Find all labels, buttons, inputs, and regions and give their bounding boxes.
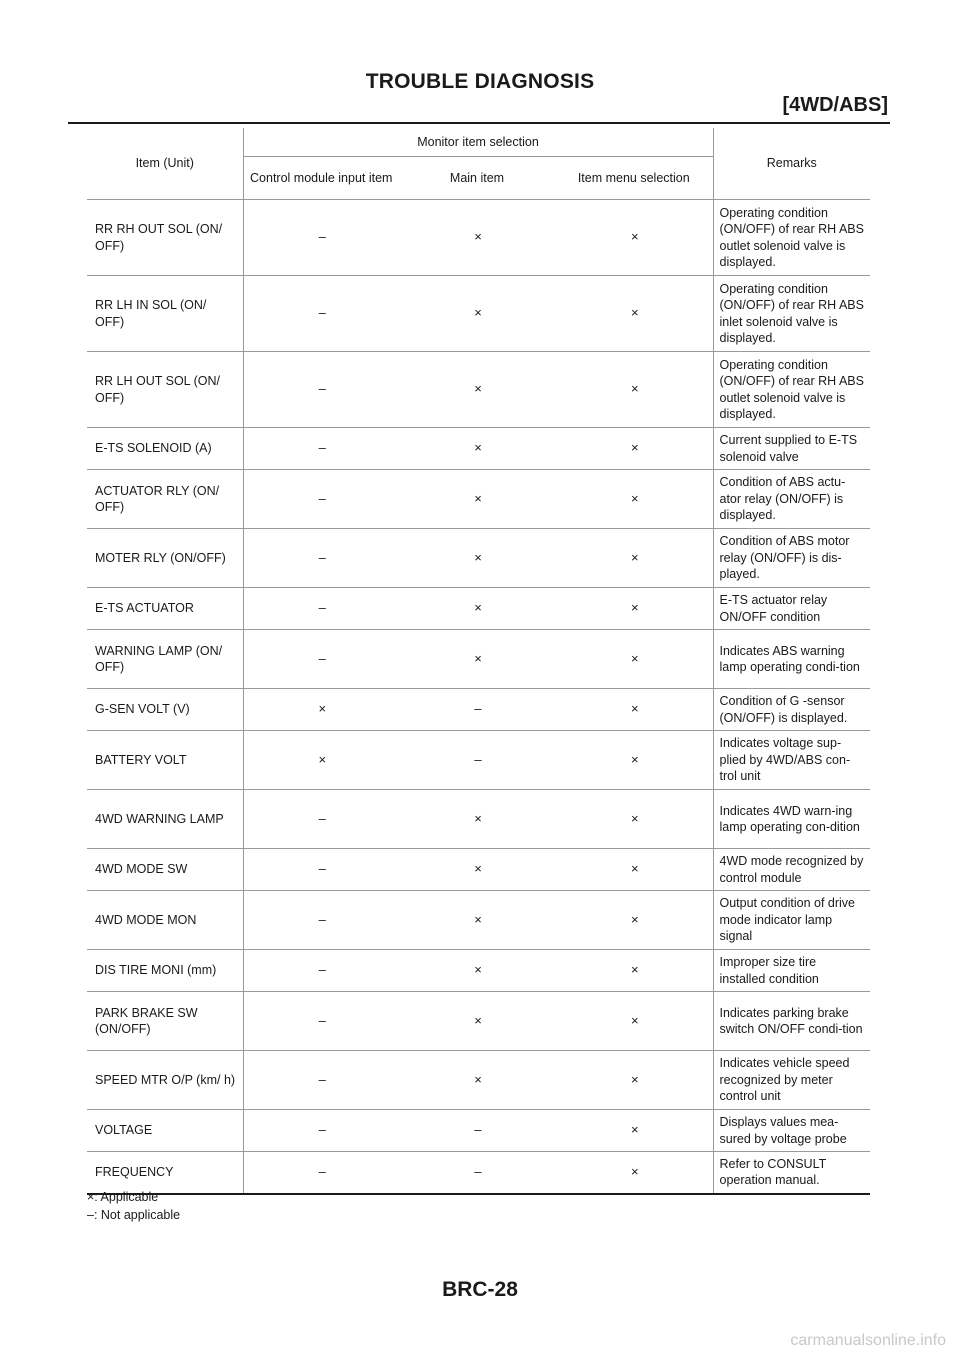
cell-item-unit: G-SEN VOLT (V)	[95, 702, 190, 717]
cell-main-item: ×	[474, 861, 482, 877]
cell-item-menu-selection: ×	[630, 911, 639, 927]
cell-control-module-input: –	[243, 1152, 399, 1194]
cell-remarks: Indicates parking brake switch ON/OFF condi-tion	[713, 992, 870, 1051]
cell-item-unit: FREQUENCY	[95, 1165, 174, 1179]
cell-item-unit: 4WD WARNING LAMP	[95, 811, 224, 826]
cell-item-menu-selection: ×	[630, 962, 639, 978]
cell-item-unit: MOTER RLY (ON/OFF)	[95, 550, 226, 565]
cell-main-item: ×	[474, 650, 482, 666]
cell-remarks: Condition of ABS actu-ator relay (ON/OFF) is displayed.	[713, 470, 870, 529]
watermark: carmanualsonline.info	[790, 1332, 946, 1349]
cell-main-item: ×	[474, 549, 482, 565]
table-row	[87, 689, 870, 731]
table-row	[87, 992, 870, 1051]
cell-item-unit: SPEED MTR O/P (km/ h)	[95, 1072, 236, 1087]
cell-control-module-input: –	[243, 588, 399, 630]
table-row	[87, 470, 870, 529]
cell-item-unit: RR RH OUT SOL (ON/ OFF)	[95, 222, 223, 253]
cell-item-menu-selection: ×	[630, 305, 639, 321]
table-row	[87, 428, 870, 470]
cell-main-item: ×	[474, 600, 482, 616]
cell-control-module-input: –	[243, 950, 399, 992]
cell-item-unit: 4WD MODE MON	[95, 912, 197, 927]
cell-control-module-input: ×	[243, 731, 399, 790]
legend-not-applicable: –: Not applicable	[87, 1208, 181, 1222]
table-row	[87, 630, 870, 689]
cell-control-module-input: –	[243, 992, 399, 1051]
cell-main-item: –	[474, 1122, 482, 1138]
cell-main-item: –	[474, 751, 482, 767]
cell-remarks: Output condition of drive mode indicator lamp signal	[713, 891, 870, 950]
table-row	[87, 200, 870, 276]
cell-main-item: –	[474, 1164, 482, 1179]
cell-control-module-input: –	[243, 1110, 399, 1152]
cell-control-module-input: –	[243, 630, 399, 689]
header-item-menu-selection: Item menu selection	[555, 157, 713, 200]
cell-item-unit: RR LH IN SOL (ON/ OFF)	[95, 298, 207, 329]
cell-control-module-input: –	[243, 1051, 399, 1110]
cell-remarks: Improper size tire installed condition	[713, 950, 870, 992]
cell-control-module-input: –	[243, 891, 399, 950]
cell-main-item: –	[474, 701, 482, 717]
cell-main-item: ×	[474, 305, 482, 321]
cell-remarks: Displays values mea-sured by voltage probe	[713, 1110, 870, 1152]
cell-item-unit: DIS TIRE MONI (mm)	[95, 963, 217, 978]
table-row	[87, 731, 870, 790]
cell-remarks: Refer to CONSULT operation manual.	[713, 1152, 870, 1194]
cell-control-module-input: ×	[243, 689, 399, 731]
cell-item-menu-selection: ×	[630, 381, 639, 397]
legend-applicable: ×: Applicable	[87, 1190, 159, 1204]
cell-control-module-input: –	[243, 276, 399, 352]
cell-item-menu-selection: ×	[630, 650, 639, 666]
cell-item-unit: ACTUATOR RLY (ON/ OFF)	[95, 483, 220, 514]
cell-item-unit: PARK BRAKE SW (ON/OFF)	[95, 1005, 198, 1036]
cell-main-item: ×	[474, 911, 482, 927]
table-row	[87, 529, 870, 588]
cell-item-menu-selection: ×	[630, 229, 639, 245]
cell-main-item: ×	[474, 229, 482, 245]
cell-remarks: E-TS actuator relay ON/OFF condition	[713, 588, 870, 630]
cell-main-item: ×	[474, 490, 482, 506]
cell-item-menu-selection: ×	[630, 1122, 639, 1138]
section-tag: [4WD/ABS]	[782, 94, 888, 116]
cell-remarks: Current supplied to E-TS solenoid valve	[713, 428, 870, 470]
table-row	[87, 790, 870, 849]
cell-control-module-input: –	[243, 200, 399, 276]
header-item-unit: Item (Unit)	[87, 128, 243, 200]
cell-control-module-input: –	[243, 529, 399, 588]
table-row	[87, 276, 870, 352]
cell-control-module-input: –	[243, 352, 399, 428]
cell-item-menu-selection: ×	[630, 490, 639, 506]
cell-control-module-input: –	[243, 428, 399, 470]
cell-main-item: ×	[474, 962, 482, 978]
header-control-module-input-item: Control module input item	[243, 157, 399, 200]
cell-remarks: Indicates vehicle speed recognized by meter control unit	[713, 1051, 870, 1110]
cell-remarks: Operating condition (ON/OFF) of rear RH ABS inlet solenoid valve is displayed.	[713, 276, 870, 352]
cell-remarks: Indicates ABS warning lamp operating condi-tion	[713, 630, 870, 689]
cell-control-module-input: –	[243, 849, 399, 891]
cell-item-unit: BATTERY VOLT	[95, 752, 187, 767]
cell-main-item: ×	[474, 1071, 482, 1087]
table-row	[87, 1110, 870, 1152]
cell-item-unit: WARNING LAMP (ON/ OFF)	[95, 643, 223, 674]
cell-control-module-input: –	[243, 470, 399, 529]
table-row	[87, 950, 870, 992]
cell-main-item: ×	[474, 810, 482, 826]
cell-item-unit: VOLTAGE	[95, 1123, 153, 1138]
cell-item-menu-selection: ×	[630, 549, 639, 565]
header-main-item: Main item	[399, 157, 555, 200]
header-monitor-item-selection: Monitor item selection	[243, 128, 713, 157]
cell-remarks: Indicates voltage sup-plied by 4WD/ABS con-trol unit	[713, 731, 870, 790]
cell-item-menu-selection: ×	[630, 1012, 639, 1028]
page-title: TROUBLE DIAGNOSIS	[365, 70, 595, 93]
cell-item-menu-selection: ×	[630, 440, 639, 456]
page-number: BRC-28	[442, 1278, 518, 1301]
cell-remarks: Operating condition (ON/OFF) of rear RH ABS outlet solenoid valve is displayed.	[713, 200, 870, 276]
monitor-item-table	[87, 128, 870, 1195]
cell-item-menu-selection: ×	[630, 810, 639, 826]
cell-item-menu-selection: ×	[630, 600, 639, 616]
cell-main-item: ×	[474, 1012, 482, 1028]
cell-item-unit: E-TS SOLENOID (A)	[95, 441, 212, 456]
table-row	[87, 588, 870, 630]
cell-item-menu-selection: ×	[630, 751, 639, 767]
cell-control-module-input: –	[243, 790, 399, 849]
cell-item-menu-selection: ×	[630, 1071, 639, 1087]
cell-item-menu-selection: ×	[630, 861, 639, 877]
cell-remarks: 4WD mode recognized by control module	[713, 849, 870, 891]
cell-remarks: Condition of ABS motor relay (ON/OFF) is dis-played.	[713, 529, 870, 588]
table-row	[87, 891, 870, 950]
cell-item-menu-selection: ×	[630, 1164, 639, 1179]
cell-item-menu-selection: ×	[630, 701, 639, 717]
table-row	[87, 1152, 870, 1194]
cell-main-item: ×	[474, 381, 482, 397]
cell-item-unit: RR LH OUT SOL (ON/ OFF)	[95, 374, 221, 405]
cell-remarks: Operating condition (ON/OFF) of rear RH ABS outlet solenoid valve is displayed.	[713, 352, 870, 428]
cell-item-unit: E-TS ACTUATOR	[95, 601, 194, 616]
header-remarks: Remarks	[713, 128, 870, 200]
header-rule	[68, 122, 890, 124]
table-row	[87, 352, 870, 428]
cell-remarks: Indicates 4WD warn-ing lamp operating con-dition	[713, 790, 870, 849]
table-row	[87, 849, 870, 891]
cell-remarks: Condition of G -sensor (ON/OFF) is displayed.	[713, 689, 870, 731]
cell-main-item: ×	[474, 440, 482, 456]
cell-item-unit: 4WD MODE SW	[95, 862, 188, 877]
table-row	[87, 1051, 870, 1110]
